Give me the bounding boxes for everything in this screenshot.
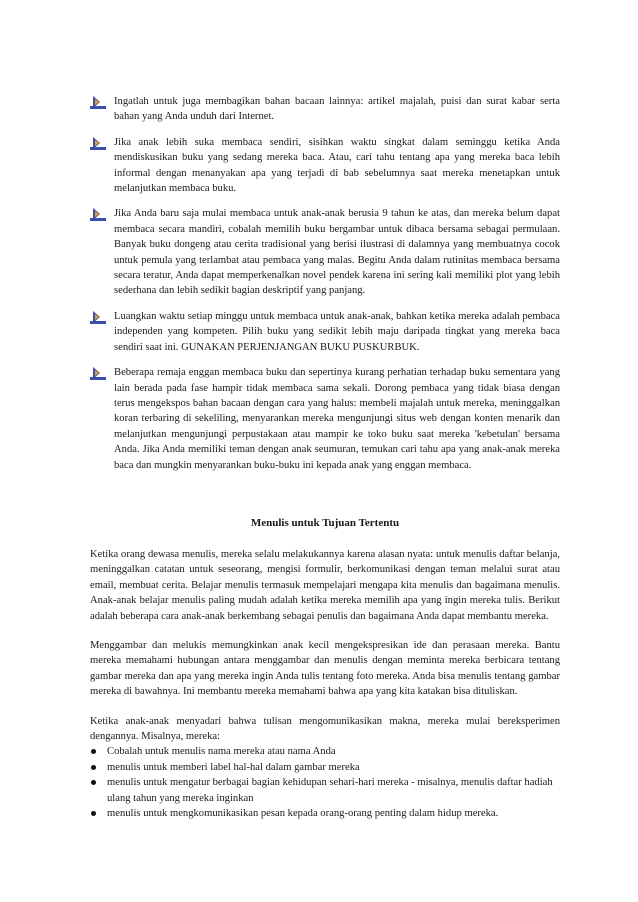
section-body	[90, 547, 560, 822]
arrow-bullet-icon	[90, 207, 106, 221]
section-heading: Menulis untuk Tujuan Tertentu	[250, 517, 400, 529]
arrow-list-item	[90, 365, 560, 473]
arrow-item-text: Jika Anda baru saja mulai membaca untuk anak-anak berusia 9 tahun ke atas, dan mereka belum dapat membaca secara mandiri, cobalah memilih buku bergambar untuk dibaca bersama sebagai permulaan. Banyak buku dongeng atau cerita tradisional yang berisi ilustrasi di dalamnya yang membuatnya cocok untuk pemula yang terlambat atau pembaca yang malas. Begitu Anda dalam rutinitas membaca bersama secara teratur, Anda dapat memperkenalkan novel pendek karena ini sering kali memiliki plot yang lebih sederhana dan lebih sedikit bagian deskriptif yang panjang.	[114, 208, 560, 297]
bullet-item-text: menulis untuk mengkomunikasikan pesan kepada orang-orang penting dalam hidup mereka.	[107, 808, 499, 820]
bullet-list-item	[90, 806, 560, 821]
paragraph: Ketika anak-anak menyadari bahwa tulisan mengomunikasikan makna, mereka mulai bereksperimen dengannya. Misalnya, mereka:	[90, 715, 560, 743]
arrow-bullet-icon	[90, 136, 106, 150]
arrow-list-item	[90, 309, 560, 355]
arrow-list-item	[90, 94, 560, 125]
arrow-item-text: Beberapa remaja enggan membaca buku dan sepertinya kurang perhatian terhadap buku sementara yang lain berada pada fase hampir tidak membaca sama sekali. Dorong pembaca yang tidak biasa dengan terus mengekspos bahan bacaan dengan cara yang halus: membeli majalah untuk mereka, meninggalkan koran terbaring di sekeliling, menyarankan mereka mengunjungi situs web dengan konten menarik dan melanjutkan mengunjungi perpustakaan atau mampir ke toko buku saat mereka 'kebetulan' bersama Anda. Jika Anda memiliki teman dengan anak seumuran, temukan cari tahu apa yang anak-anak mereka baca dan mungkin menyarankan buku-buku ini kepada anak yang enggan membaca.	[114, 367, 560, 471]
arrow-item-text: Luangkan waktu setiap minggu untuk membaca untuk anak-anak, bahkan ketika mereka adalah pembaca independen yang kompeten. Pilih buku yang sedikit lebih maju daripada tingkat yang mereka baca sendiri saat ini. GUNAKAN PERJENJANGAN BUKU PUSKURBUK.	[114, 310, 560, 353]
bullet-list-item	[90, 775, 560, 806]
bullet-dot-icon	[91, 780, 96, 785]
bullet-dot-icon	[91, 749, 96, 754]
bullet-item-text: Cobalah untuk menulis nama mereka atau nama Anda	[107, 746, 336, 758]
bullet-list-item	[90, 760, 560, 775]
arrow-item-text: Ingatlah untuk juga membagikan bahan bacaan lainnya: artikel majalah, puisi dan surat kabar serta bahan yang Anda unduh dari Internet.	[114, 96, 560, 123]
arrow-bullet-icon	[90, 366, 106, 380]
arrow-list-item	[90, 206, 560, 298]
bullet-list-item	[90, 744, 560, 759]
bullet-item-text: menulis untuk mengatur berbagai bagian kehidupan sehari-hari mereka - misalnya, menulis daftar hadiah ulang tahun yang mereka inginkan	[107, 777, 553, 804]
arrow-bullet-icon	[90, 310, 106, 324]
bullet-dot-icon	[91, 765, 96, 770]
paragraph: Ketika orang dewasa menulis, mereka selalu melakukannya karena alasan nyata: untuk menulis daftar belanja, meninggalkan catatan untuk seseorang, mengisi formulir, berkomunikasi dengan teman melalui surat atau email, membuat cerita. Belajar menulis termasuk mempelajari mengapa kita menulis dan bagaimana menulis. Anak-anak belajar menulis paling mudah adalah ketika mereka memilih apa yang ingin mereka tulis. Berikut adalah beberapa cara anak-anak berkembang sebagai penulis dan bagaimana Anda dapat membantu mereka.	[90, 549, 560, 622]
bullet-item-text: menulis untuk memberi label hal-hal dalam gambar mereka	[107, 761, 360, 773]
arrow-list-item	[90, 135, 560, 197]
paragraph: Menggambar dan melukis memungkinkan anak kecil mengekspresikan ide dan perasaan mereka. Bantu mereka memahami hubungan antara menggambar dan menulis dengan meminta mereka berbicara tentang gambar mereka dan apa yang mereka ingin Anda tulis tentang foto mereka. Anda bisa menulis tentang gambar mereka di bawahnya. Ini membantu mereka memahami bahwa apa yang kita katakan bisa dituliskan.	[90, 640, 560, 698]
dot-bullet-list	[90, 744, 560, 821]
arrow-bullet-icon	[90, 95, 106, 109]
bullet-dot-icon	[91, 811, 96, 816]
arrow-bullet-list	[90, 94, 560, 483]
arrow-item-text: Jika anak lebih suka membaca sendiri, sisihkan waktu singkat dalam seminggu ketika Anda mendiskusikan buku yang sedang mereka baca. Atau, cari tahu tentang apa yang mereka baca lebih informal dengan menanyakan apa yang terjadi di bab sebelumnya saat mereka menetapkan untuk melanjutkan membaca buku.	[114, 136, 560, 195]
